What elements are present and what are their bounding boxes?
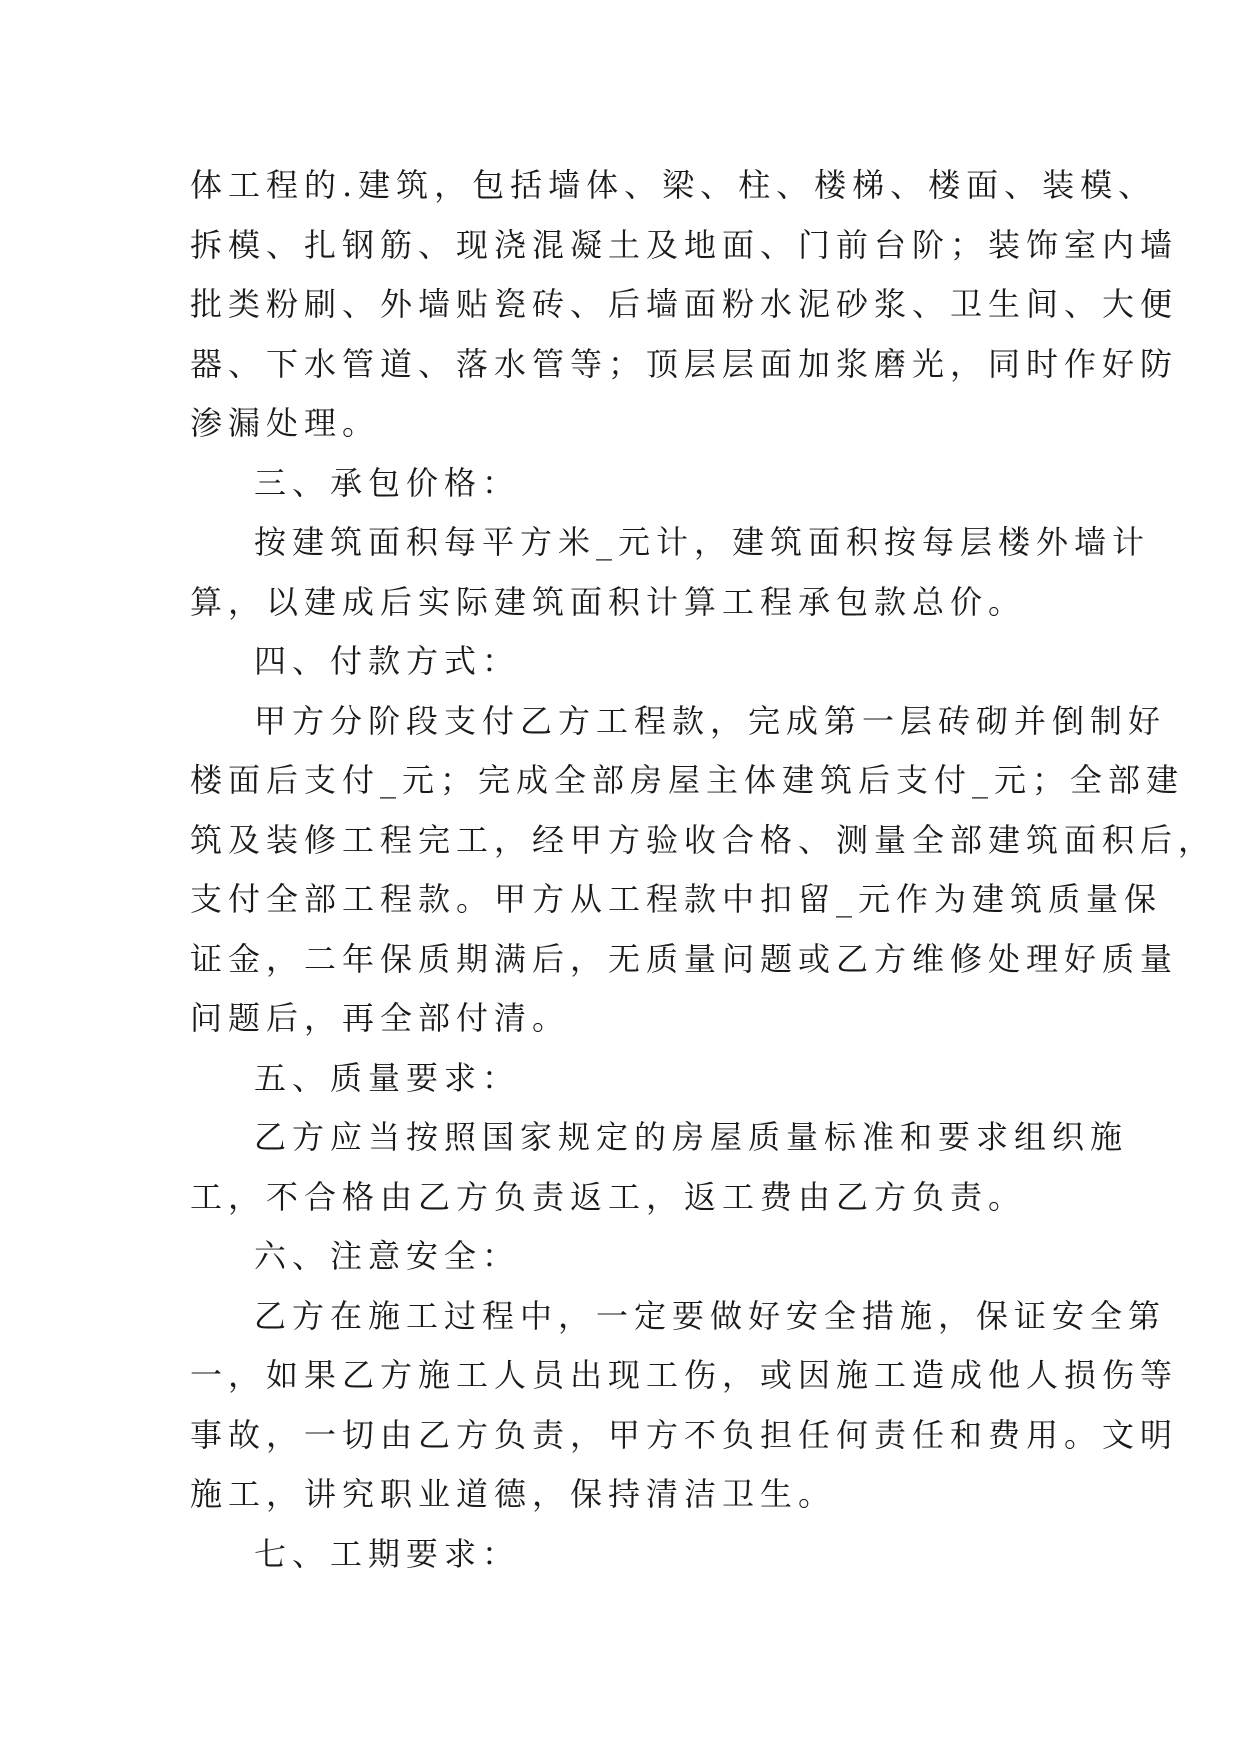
text-line: 乙方在施工过程中，一定要做好安全措施，保证安全第 bbox=[254, 1296, 1167, 1335]
section-heading-price: 三、承包价格： bbox=[254, 463, 521, 502]
section-heading-safety: 六、注意安全： bbox=[254, 1237, 521, 1275]
text-line: 筑及装修工程完工，经甲方验收合格、测量全部建筑面积后， bbox=[190, 820, 1217, 859]
text-line: 按建筑面积每平方米_元计，建筑面积按每层楼外墙计 bbox=[254, 523, 1151, 561]
text-line: 楼面后支付_元；完成全部房屋主体建筑后支付_元；全部建 bbox=[190, 761, 1185, 799]
text-line: 算，以建成后实际建筑面积计算工程承包款总价。 bbox=[190, 582, 1027, 621]
text-line: 支付全部工程款。甲方从工程款中扣留_元作为建筑质量保 bbox=[190, 880, 1163, 918]
text-line: 批类粉刷、外墙贴瓷砖、后墙面粉水泥砂浆、卫生间、大便 bbox=[190, 285, 1179, 323]
text-line: 乙方应当按照国家规定的房屋质量标准和要求组织施 bbox=[254, 1118, 1129, 1156]
text-line: 证金，二年保质期满后，无质量问题或乙方维修处理好质量 bbox=[190, 939, 1179, 978]
text-line: 甲方分阶段支付乙方工程款，完成第一层砖砌并倒制好 bbox=[254, 701, 1167, 740]
section-heading-quality: 五、质量要求： bbox=[254, 1058, 521, 1097]
text-line: 事故，一切由乙方负责，甲方不负担任何责任和费用。文明 bbox=[190, 1415, 1179, 1454]
text-line: 施工，讲究职业道德，保持清洁卫生。 bbox=[190, 1475, 837, 1513]
section-heading-schedule: 七、工期要求： bbox=[254, 1534, 521, 1573]
text-line: 工，不合格由乙方负责返工，返工费由乙方负责。 bbox=[190, 1177, 1027, 1216]
text-line: 渗漏处理。 bbox=[190, 404, 381, 442]
text-line: 器、下水管道、落水管等；顶层层面加浆磨光，同时作好防 bbox=[190, 344, 1179, 383]
text-line: 问题后，再全部付清。 bbox=[190, 999, 571, 1037]
section-heading-payment: 四、付款方式： bbox=[254, 642, 521, 680]
document-body bbox=[190, 156, 1217, 1584]
text-line: 一，如果乙方施工人员出现工伤，或因施工造成他人损伤等 bbox=[190, 1356, 1179, 1394]
text-line: 拆模、扎钢筋、现浇混凝土及地面、门前台阶；装饰室内墙 bbox=[190, 225, 1179, 264]
text-line: 体工程的.建筑，包括墙体、梁、柱、楼梯、楼面、装模、 bbox=[190, 166, 1157, 204]
